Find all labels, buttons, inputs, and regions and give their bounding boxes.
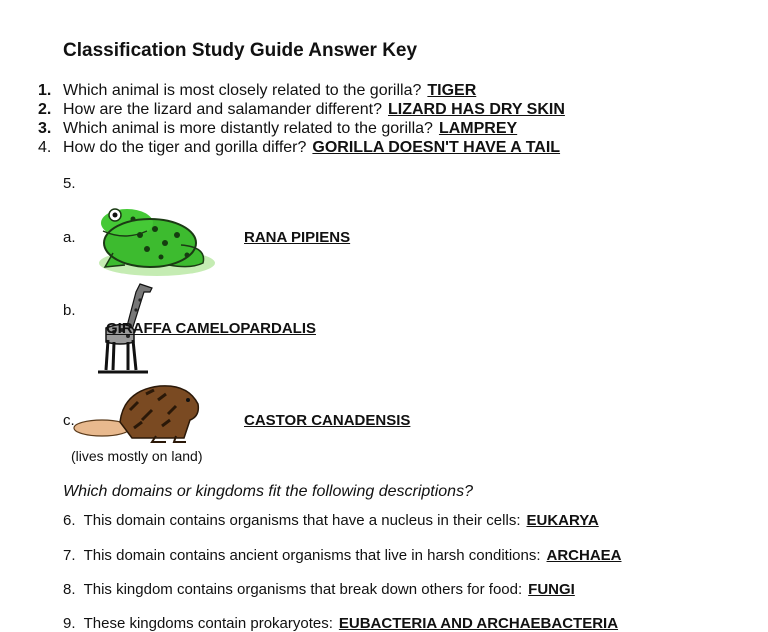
- frog-image: [95, 205, 219, 279]
- item-label-b: b.: [63, 302, 76, 319]
- question-text: This domain contains ancient organisms that live in harsh conditions:: [83, 547, 541, 564]
- question-text: How do the tiger and gorilla differ?: [63, 139, 307, 156]
- question-text: This domain contains organisms that have a nucleus in their cells:: [83, 512, 521, 529]
- page-title: Classification Study Guide Answer Key: [63, 40, 418, 61]
- answer-text: ARCHAEA: [546, 547, 622, 564]
- question-3: [0, 119, 768, 138]
- domains-heading: Which domains or kingdoms fit the following descriptions?: [63, 483, 473, 500]
- question-number: 4.: [38, 139, 52, 156]
- question-5-number: 5.: [63, 175, 76, 192]
- beaver-image: [72, 380, 204, 444]
- answer-text: LIZARD HAS DRY SKIN: [388, 101, 565, 118]
- question-4: [0, 138, 768, 157]
- question-number: 8.: [63, 581, 76, 598]
- answer-c: CASTOR CANADENSIS: [244, 412, 411, 429]
- question-text: Which animal is most closely related to the gorilla?: [63, 82, 422, 99]
- answer-b: GIRAFFA CAMELOPARDALIS: [106, 320, 316, 337]
- answer-text: EUBACTERIA AND ARCHAEBACTERIA: [338, 615, 619, 632]
- question-number: 9.: [63, 615, 76, 632]
- question-text: How are the lizard and salamander different?: [63, 101, 382, 118]
- question-9: [63, 615, 618, 632]
- answer-text: LAMPREY: [438, 120, 518, 137]
- question-6: [63, 512, 599, 529]
- answer-text: TIGER: [427, 82, 477, 99]
- question-number: 2.: [38, 101, 52, 118]
- question-text: These kingdoms contain prokaryotes:: [83, 615, 333, 632]
- answer-text: FUNGI: [528, 581, 575, 598]
- answer-text: GORILLA DOESN'T HAVE A TAIL: [312, 139, 561, 156]
- answer-text: EUKARYA: [526, 512, 599, 529]
- question-1: [0, 81, 768, 100]
- question-text: Which animal is more distantly related to the gorilla?: [63, 120, 433, 137]
- question-text: This kingdom contains organisms that break down others for food:: [83, 581, 523, 598]
- beaver-caption: (lives mostly on land): [71, 448, 203, 464]
- question-number: 6.: [63, 512, 76, 529]
- item-label-c: c.: [63, 412, 75, 429]
- question-8: [63, 581, 575, 598]
- question-number: 3.: [38, 120, 52, 137]
- item-label-a: a.: [63, 229, 76, 246]
- question-number: 7.: [63, 547, 76, 564]
- answer-a: RANA PIPIENS: [244, 229, 351, 246]
- question-7: [63, 547, 622, 564]
- question-number: 1.: [38, 82, 52, 99]
- question-2: [0, 100, 768, 119]
